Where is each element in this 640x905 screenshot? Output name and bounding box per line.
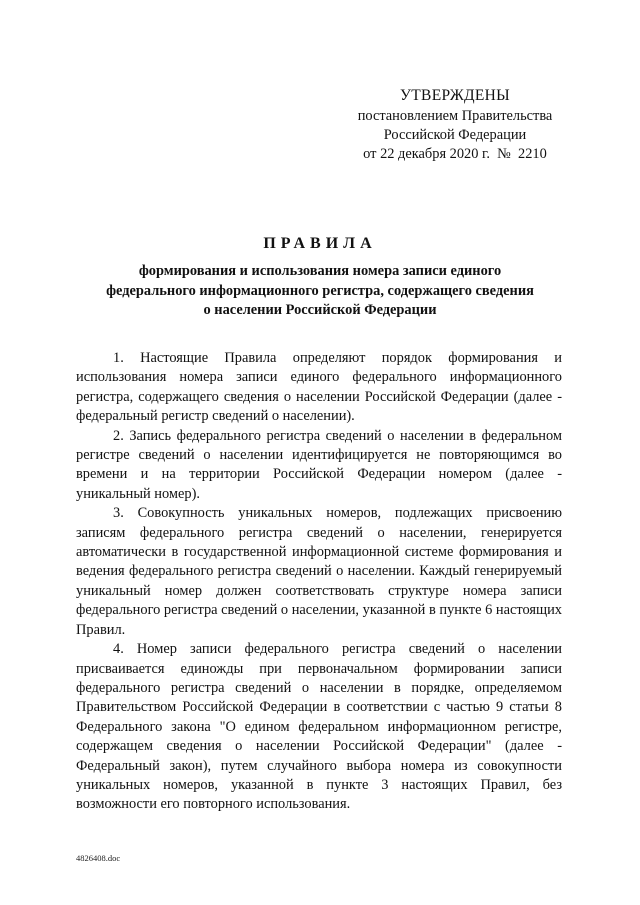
paragraph-4: 4. Номер записи федерального регистра сведений о населении присваивается единожды при первоначальном формировании записи федерального регистра сведений о населении в порядке, определяемом Правительством Российской Федерации в соответствии с частью 9 статьи 8 Федерального закона "О едином федеральном информационном регистре, содержащем сведения о населении Российской Федерации" (далее - Федеральный закон), путем случайного выбора номера из совокупности уникальных номеров, указанной в пункте 3 настоящих Правил, без возможности его повторного использования. [76,641,562,813]
paragraph-2: 2. Запись федерального регистра сведений о населении в федеральном регистре сведений о населении идентифицируется не повторяющимся во времени и на территории Российской Федерации номером (далее - уникальный номер). [76,427,562,502]
document-body [76,349,562,815]
subtitle-line-2: федерального информационного регистра, содержащего сведения [106,282,534,299]
document-title: ПРАВИЛА [263,235,377,252]
subtitle-line-3: о населении Российской Федерации [203,302,437,318]
paragraph-3: 3. Совокупность уникальных номеров, подлежащих присвоению записям федерального регистра сведений о населении, генерируется автоматически в государственной информационной системе формирования и ведения федерального регистра сведений о населении. Каждый генерируемый уникальный номер должен соответствовать структуре номера записи федерального регистра сведений о населении, указанной в пункте 6 настоящих Правил. [76,505,562,638]
approval-stamp [300,86,610,164]
document-subtitle [100,262,540,321]
subtitle-line-1: формирования и использования номера записи единого [138,263,502,279]
paragraph-1: 1. Настоящие Правила определяют порядок формирования и использования номера записи единого федерального информационного регистра, содержащего сведения о населении Российской Федерации (далее - федеральный регистр сведений о населении). [76,350,562,425]
footer-filename: 4826408.doc [76,853,121,863]
approval-line-2: Российской Федерации [383,127,527,143]
approval-line-3: от 22 декабря 2020 г. № 2210 [363,146,547,162]
approval-line-1: постановлением Правительства [357,108,553,124]
approval-heading: УТВЕРЖДЕНЫ [400,87,510,104]
